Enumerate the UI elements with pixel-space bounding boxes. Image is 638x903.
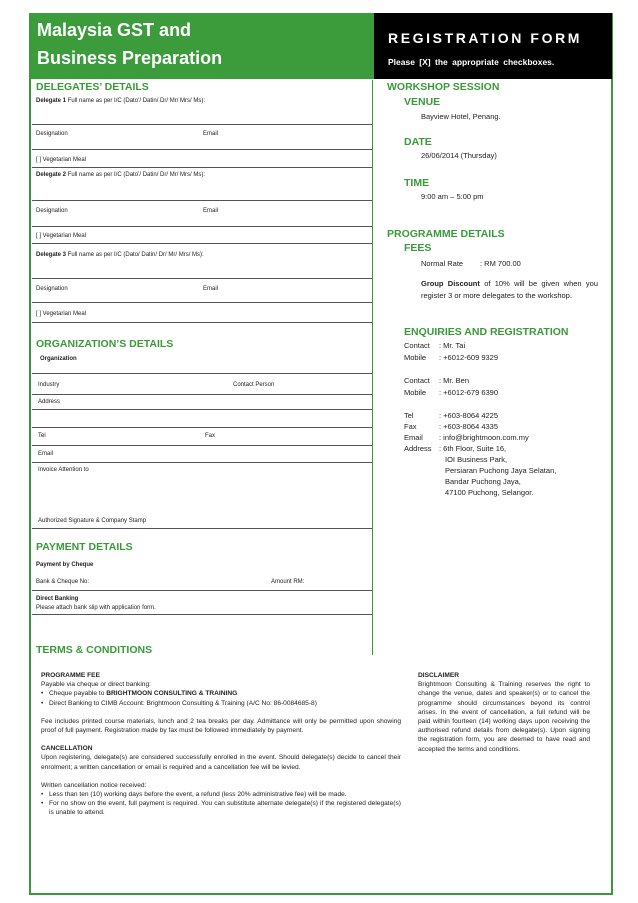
direct-banking-bullet: • Direct Banking to CIMB Account: Brightmoon Consulting & Training (A/C No: 86-0084685-8) [41,699,401,708]
disclaimer-text: Brightmoon Consulting & Training reserves the right to change the venue, dates and speaker(s) or to cancel the programme should circumstances beyond its control arises. In the event of cancellation, a full refund will be paid within fourteen (14) working days upon receiving the authorised refund details from delegate(s). Upon signing the registration form, you are deemed to have read and accepted the terms and conditions. [418,681,590,753]
org-email-field[interactable] [32,462,372,463]
delegate-2-designation-field[interactable] [32,226,372,227]
contact-1-value: : Mr. Tai [439,341,466,350]
address-line-2: IOI Business Park, [445,455,508,464]
mobile-1-label: Mobile [404,353,427,362]
enquiry-email-value[interactable]: : info@brightmoon.com.my [439,433,529,442]
delegates-heading: DELEGATES’ DETAILS [36,81,149,93]
address-line-1: : 6th Floor, Suite 16, [439,444,507,453]
title-line-1: Malaysia GST and [37,20,192,40]
delegate-2-name-field[interactable] [32,200,372,201]
direct-banking-note: Please attach bank slip with application form. [36,605,156,611]
refund-bullet-2: • For no show on the event, full payment is required. You can substitute alternate delegate(s) if the registered delegate(s) is unable to attend. [41,799,401,817]
cheque-bullet: • Cheque payable to BRIGHTMOON CONSULTING & TRAINING [41,689,401,698]
date-value: 26/06/2014 (Thursday) [421,151,497,160]
delegate-1-designation-field[interactable] [32,149,372,150]
direct-banking-title: Direct Banking [36,596,79,602]
time-value: 9:00 am – 5:00 pm [421,192,484,201]
group-discount-text: Group Discount of 10% will be given when you register 3 or more delegates to the workshop. [421,279,598,300]
delegate-3-separator [32,322,372,323]
cancellation-title: CANCELLATION [41,745,93,753]
title-banner [30,13,374,79]
organization-heading: ORGANIZATION’S DETAILS [36,338,174,350]
payable-text: Payable via cheque or direct banking: [41,681,151,689]
contact-2-label: Contact [404,376,430,385]
form-title: REGISTRATION FORM [388,30,583,46]
tel-label: Tel [38,433,46,439]
delegate-1-vegetarian-checkbox[interactable]: [ ] Vegetarian Meal [36,157,87,163]
delegate-1-name-field[interactable] [32,124,372,125]
form-instruction: Please [X] the appropriate checkboxes. [388,57,555,67]
delegate-3-email-label: Email [203,286,219,292]
terms-right-column [418,671,590,754]
enquiry-address-label: Address [404,444,432,453]
contact-2-value: : Mr. Ben [439,376,470,385]
fee-includes-text: Fee includes printed course materials, lunch and 2 tea breaks per day. Admittance will only be permitted upon showing proof of full payment. Registration made by fax must be followed immediately by payment. [41,717,401,735]
address-line-3: Persiaran Puchong Jaya Selatan, [445,466,557,475]
enquiry-email-label: Email [404,433,423,442]
enquiry-fax-label: Fax [404,422,417,431]
industry-label: Industry [38,382,60,388]
cheque-title: Payment by Cheque [36,562,94,568]
programme-heading: PROGRAMME DETAILS [387,228,505,240]
terms-heading: TERMS & CONDITIONS [36,644,153,656]
delegate-1-name-label: Delegate 1 Full name as per I/C (Dato’/ Datin/ Dr/ Mr/ Mrs/ Ms): [36,98,206,104]
written-notice-text: Written cancellation notice received: [41,781,147,789]
mobile-2-label: Mobile [404,388,427,397]
delegate-2-vegetarian-checkbox[interactable]: [ ] Vegetarian Meal [36,233,87,239]
time-label: TIME [404,177,430,189]
contact-person-label: Contact Person [233,382,275,388]
address-field-line-2[interactable] [32,427,372,428]
mobile-2-value: : +6012-679 6390 [439,388,499,397]
delegate-3-name-label: Delegate 3 Full name as per I/C (Dato/ Datin/ Dr/ Mr/ Mrs/ Ms): [36,252,204,258]
enquiry-tel-label: Tel [404,411,414,420]
delegate-2-name-label: Delegate 2 Full name as per I/C (Dato’/ Datin/ Dr/ Mr/ Mrs/ Ms): [36,172,206,178]
delegate-3-designation-label: Designation [36,286,68,292]
industry-field[interactable] [32,394,372,395]
venue-value: Bayview Hotel, Penang. [421,112,501,121]
form-title-banner [374,13,612,79]
address-line-5: 47100 Puchong, Selangor. [445,488,534,497]
address-field-line-1[interactable] [32,409,372,410]
tel-field[interactable] [32,445,372,446]
address-line-4: Bandar Puchong Jaya, [445,477,521,486]
delegate-3-designation-field[interactable] [32,302,372,303]
terms-left-column [41,671,401,818]
direct-banking-line [32,614,372,615]
address-label: Address [38,399,61,405]
signature-label: Authorized Signature & Company Stamp [38,518,147,524]
amount-label: Amount RM: [271,579,305,585]
cancellation-text: Upon registering, delegate(s) are considered successfully enrolled in the event. Should delegate(s) decide to cancel their enrolment; a written cancellation or email is required and a cancellation fee will be levied. [41,754,401,771]
enquiries-heading: ENQUIRIES AND REGISTRATION [404,326,569,338]
delegate-3-vegetarian-checkbox[interactable]: [ ] Vegetarian Meal [36,311,87,317]
delegate-1-separator [32,167,372,168]
delegate-1-designation-label: Designation [36,131,68,137]
workshop-heading: WORKSHOP SESSION [387,81,500,93]
fees-label: FEES [404,242,432,254]
fax-label: Fax [205,433,216,439]
delegate-2-separator [32,243,372,244]
normal-rate-value: : RM 700.00 [480,259,521,268]
delegate-1-email-label: Email [203,131,219,137]
disclaimer-title: DISCLAIMER [418,672,460,679]
programme-fee-title: PROGRAMME FEE [41,672,100,679]
refund-bullet-1: • Less than ten (10) working days before the event, a refund (less 20% administrative fee) will be made. [41,790,401,799]
signature-line[interactable] [32,528,372,529]
title-line-2: Business Preparation [37,48,223,68]
payment-heading: PAYMENT DETAILS [36,541,133,553]
mobile-1-value: : +6012-609 9329 [439,353,499,362]
enquiry-tel-value: : +603-8064 4225 [439,411,499,420]
delegate-2-designation-label: Designation [36,208,68,214]
normal-rate-label: Normal Rate [421,259,464,268]
delegate-2-email-label: Email [203,208,219,214]
organization-field[interactable] [32,373,372,374]
cheque-field[interactable] [32,590,372,591]
bank-cheque-label: Bank & Cheque No: [36,579,90,585]
contact-1-label: Contact [404,341,430,350]
enquiry-fax-value: : +603-8064 4335 [439,422,499,431]
invoice-attention-label: Invoice Attention to [38,467,89,473]
delegate-3-name-field[interactable] [32,278,372,279]
column-divider [372,80,373,655]
date-label: DATE [404,136,432,148]
organization-label: Organization [40,356,77,362]
venue-label: VENUE [404,96,441,108]
org-email-label: Email [38,451,54,457]
